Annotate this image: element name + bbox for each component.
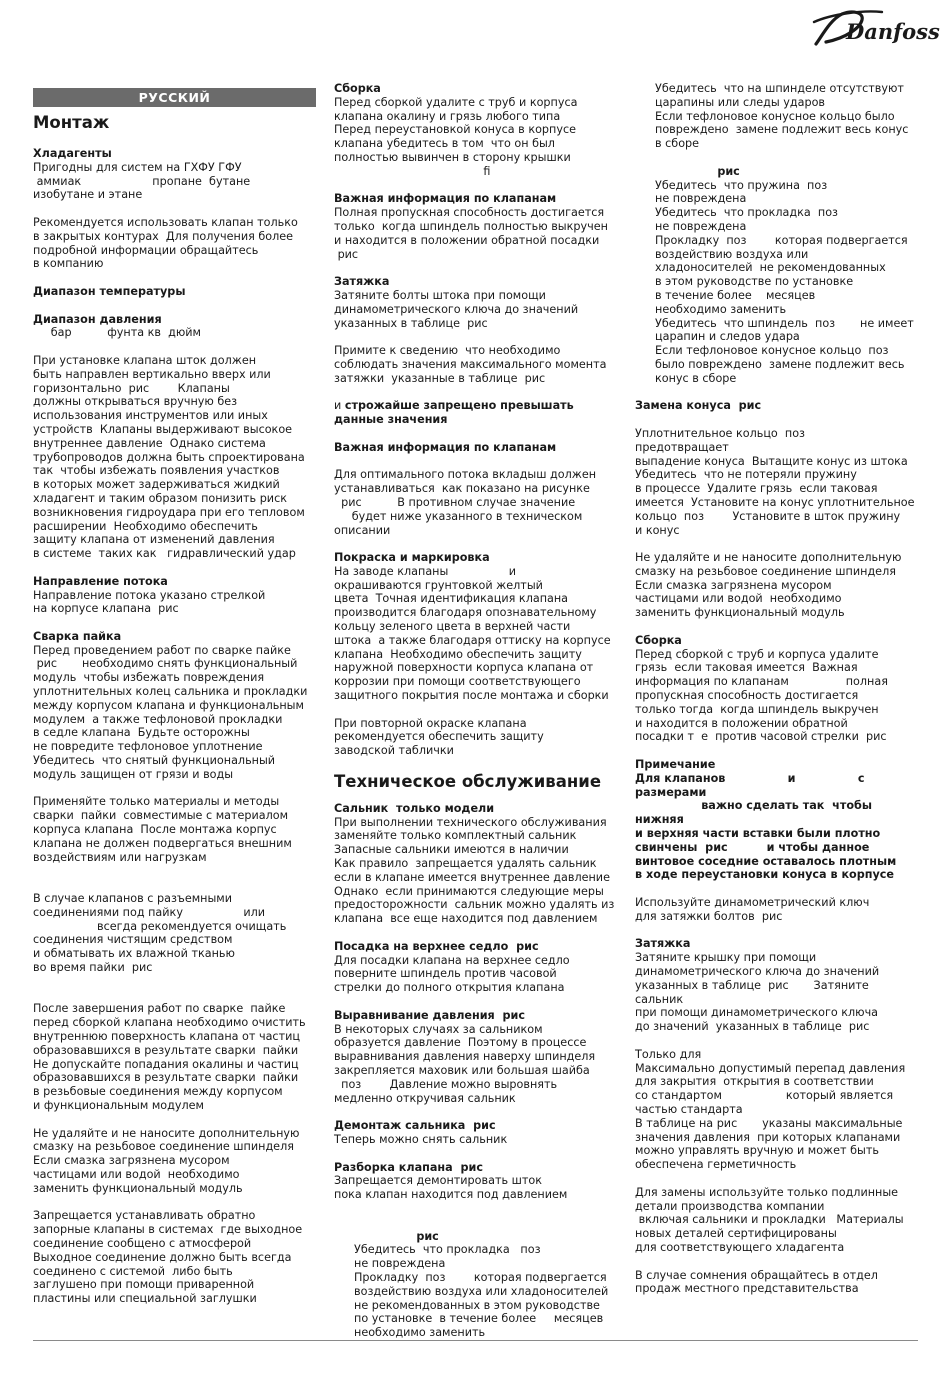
paragraph: бар фунта кв дюйм: [33, 326, 201, 340]
spacer: [635, 413, 920, 427]
paragraph: При выполнении технического обслуживания заменяйте только комплектный сальник Запасные сальники имеются в наличии Как правило запрещается удалять сальник если в клапане имеется внутреннее давление Однако если принимаются следующие меры предосторожности сальник можно удалять из клапана все еще находится под давлением: [334, 815, 615, 926]
spacer: [33, 878, 316, 892]
paragraph: Перед сборкой с труб и корпуса удалите грязь если таковая имеется Важная информация по клапанам полная пропускная способность достигается только тогда когда шпиндель выкручен и находится в положении обратной посадки т е против часовой стрелки рис: [635, 647, 888, 744]
subheading: Хладагенты: [33, 147, 112, 160]
note-paragraph: Для клапанов и с размерами важно сделать так чтобы нижняя и верхняя части вставки были плотно свинчены рис и чтобы данное винтовое соседние оставалось плотным в ходе переустановки конуса в корпусе: [635, 771, 897, 882]
paragraph: Перед сборкой удалите с труб и корпуса клапана окалину и грязь любого типа Перед переустановкой конуса в корпусе клапана убедитесь в том что он был полностью вывинчен в сторону крышки ﬁ: [334, 95, 578, 178]
language-bar: РУССКИЙ: [33, 88, 316, 107]
column-left: [33, 82, 316, 1320]
section-title: Техническое обслуживание: [334, 771, 602, 791]
paragraph: Убедитесь что на шпинделе отсутствуют царапины или следы ударов Если тефлоновое конусное кольцо было повреждено замене подлежит весь конус в сборе: [655, 82, 909, 151]
subheading: Посадка на верхнее седло рис: [334, 939, 539, 953]
paragraph: В некоторых случаях за сальником образуется давление Поэтому в процессе выравнивания давления наверху шпинделя закрепляется маховик или большая шайба поз Давление можно выровнять медленно откручивая сальник: [334, 1022, 596, 1105]
paragraph: Не удаляйте и не наносите дополнительную смазку на резьбовое соединение шпинделя Если смазка загрязнена мусором частицами или водой необходимо заменить функциональный модуль: [33, 1126, 300, 1195]
paragraph: В случае сомнения обращайтесь в отдел продаж местного представительства: [635, 1268, 878, 1296]
paragraph: [334, 399, 619, 427]
subheading: Сальник только модели: [334, 801, 495, 815]
spacer: [334, 1216, 619, 1230]
warning-text: строжайше запрещено превышать данные значения: [334, 399, 574, 427]
paragraph: Для оптимального потока вкладыш должен устанавливаться как показано на рисунке рис В противном случае значение будет ниже указанного в техническом описании: [334, 468, 597, 537]
paragraph: При повторной окраске клапана рекомендуется обеспечить защиту заводской таблички: [334, 716, 544, 758]
paragraph: Рекомендуется использовать клапан только в закрытых контурах Для получения более подробной информации обращайтесь в компанию: [33, 215, 298, 271]
subheading: Затяжка: [635, 937, 691, 951]
paragraph-text: и: [334, 399, 345, 413]
paragraph: Убедитесь что прокладка поз не повреждена Прокладку поз которая подвергается воздействию воздуха или хладоносителей не рекомендованных в этом руководстве по установке в течение более месяцев необходимо заменить: [354, 1243, 609, 1340]
subheading: рис: [354, 1229, 439, 1243]
subheading: Диапазон давления: [33, 312, 162, 326]
paragraph: В случае клапанов с разъемными соединениями под пайку или всегда рекомендуется очищать соединения чистящим средством и обматывать их влажной тканью во время пайки рис: [33, 892, 287, 975]
subheading: Примечание: [635, 758, 716, 772]
subheading: Выравнивание давления рис: [334, 1008, 525, 1022]
paragraph: Только для Максимально допустимый перепад давления для закрытия открытия в соответствии со стандартом который является частью стандарта В таблице на рис указаны максимальные значения давления при которых клапанами можно управлять вручную и может быть обеспечена герметичность: [635, 1047, 906, 1172]
column-right: [635, 82, 920, 1310]
spacer: [33, 299, 316, 313]
subheading: Важная информация по клапанам: [334, 192, 557, 206]
paragraph: Затяните крышку при помощи динамометрического ключа до значений указанных в таблице рис Затяните сальник при помощи динамометрического ключа до значений указанных в таблице рис: [635, 951, 880, 1034]
bottom-divider: [33, 1340, 918, 1341]
subheading: Покраска и маркировка: [334, 551, 490, 565]
paragraph: На заводе клапаны и окрашиваются грунтовкой желтый цвета Точная идентификация клапана производится благодаря опознавательному кольцу зеленого цвета в верхней части штока а также благодаря оттиску на корпусе клапана Необходимо обеспечить защиту наружной поверхности корпуса клапана от коррозии при помощи соответствующего защитного покрытия после монтажа и сборки: [334, 564, 611, 703]
section-title: Монтаж: [33, 113, 110, 132]
paragraph: Примите к сведению что необходимо соблюдать значения максимального момента затяжки указанные в таблице рис: [334, 344, 607, 385]
subheading: Сварка пайка: [33, 629, 122, 643]
subheading: Важная информация по клапанам: [334, 440, 557, 454]
subheading: Затяжка: [334, 275, 390, 289]
paragraph: Направление потока указано стрелкой на корпусе клапана рис: [33, 588, 266, 616]
paragraph: Не удаляйте и не наносите дополнительную смазку на резьбовое соединение шпинделя Если смазка загрязнена мусором частицами или водой необходимо заменить функциональный модуль: [635, 551, 902, 620]
paragraph: Полная пропускная способность достигается только когда шпиндель полностью выкручен и находится в положении обратной посадки рис: [334, 206, 608, 261]
paragraph: Убедитесь что пружина поз не повреждена Убедитесь что прокладка поз не повреждена Прокладку поз которая подвергается воздействию воздуха или хладоносителей не рекомендованных в этом руководстве по установке в течение более месяцев необходимо заменить Убедитесь что шпиндель поз не имеет царапин и следов удара Если тефлоновое конусное кольцо поз было повреждено замене подлежит весь конус в сборе: [655, 178, 914, 385]
paragraph: Запрещается устанавливать обратно запорные клапаны в системах где выходное соединение сообщено с атмосферой Выходное соединение должно быть всегда соединено с системой либо быть заглушено при помощи приваренной пластины или специальной заглушки: [33, 1209, 303, 1306]
paragraph: Применяйте только материалы и методы сварки пайки совместимые с материалом корпуса клапана После монтажа корпус клапана не должен подвергаться внешним воздействиям или нагрузкам: [33, 795, 292, 864]
paragraph: Запрещается демонтировать шток пока клапан находится под давлением: [334, 1174, 568, 1202]
subheading: Диапазон температуры: [33, 284, 186, 298]
spacer: [334, 455, 619, 469]
subheading: рис: [655, 164, 740, 178]
paragraph: Пригодны для систем на ГХФУ ГФУ аммиак пропане бутане изобутане и этане: [33, 160, 251, 202]
subheading: Замена конуса рис: [635, 399, 762, 413]
paragraph: Затяните болты штока при помощи динамометрического ключа до значений указанных в таблице рис: [334, 288, 579, 330]
subheading: Демонтаж сальника рис: [334, 1119, 496, 1133]
paragraph: Перед проведением работ по сварке пайке рис необходимо снять функциональный модуль чтобы избежать повреждения уплотнительных колец сальника и прокладки между корпусом клапана и функциональным модулем а также тефлоновой прокладки в седле клапана Будьте осторожны не повредите тефлоновое уплотнение Убедитесь что снятый функциональный модуль защищен от грязи и воды: [33, 643, 308, 781]
column-middle: [334, 82, 619, 1354]
paragraph: Теперь можно снять сальник: [334, 1132, 508, 1146]
subheading: Сборка: [635, 633, 682, 647]
logo-text: Danfoss: [846, 19, 940, 44]
paragraph: Используйте динамометрический ключ для затяжки болтов рис: [635, 896, 870, 923]
paragraph: При установке клапана шток должен быть направлен вертикально вверх или горизонтально рис Клапаны должны открываться вручную без использования инструментов или иных устройств Клапаны выдерживают высокое внутреннее давление Однако система трубопроводов должна быть спроектирована так чтобы избежать появления участков в которых может задерживаться жидкий хладагент и таким образом понизить риск возникновения гидроудара при его тепловом расширении Необходимо обеспечить защиту клапана от изменений давления в системе таких как гидравлический удар: [33, 353, 305, 561]
subheading: Сборка: [334, 82, 381, 95]
subheading: Направление потока: [33, 574, 168, 588]
subheading: Разборка клапана рис: [334, 1160, 483, 1174]
paragraph: Для посадки клапана на верхнее седло поверните шпиндель против часовой стрелки до полного открытия клапана: [334, 953, 570, 995]
spacer: [33, 989, 316, 1003]
paragraph: После завершения работ по сварке пайке перед сборкой клапана необходимо очистить внутреннюю поверхность клапана от частиц образовавшихся в результате сварки пайки Не допускайте попадания окалины и частиц образовавшихся в результате сварки пайки в резьбовые соединения между корпусом и функциональным модулем: [33, 1002, 306, 1112]
danfoss-logo: [812, 6, 940, 50]
paragraph: Уплотнительное кольцо поз предотвращает выпадение конуса Вытащите конус из штока Убедитесь что не потеряли пружину в процессе Удалите грязь если таковая имеется Установите на конус уплотнительное кольцо поз Установите в шток пружину и конус: [635, 426, 915, 537]
paragraph: Для замены используйте только подлинные детали производства компании включая сальники и прокладки Материалы новых деталей сертифицированы для соответствующего хладагента: [635, 1185, 904, 1254]
